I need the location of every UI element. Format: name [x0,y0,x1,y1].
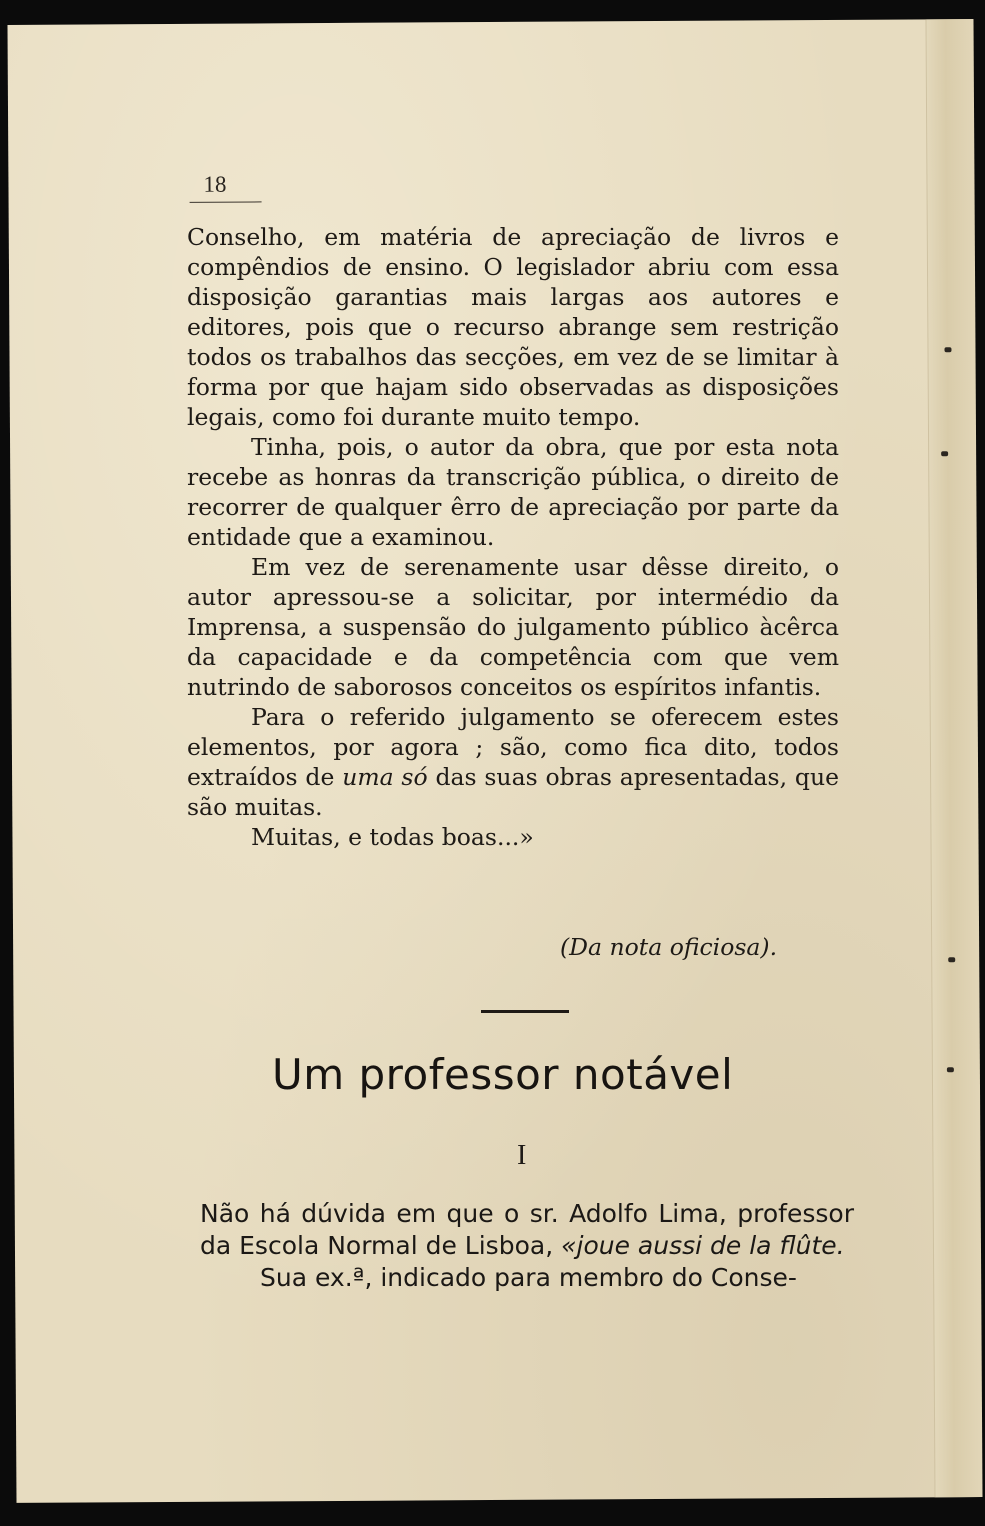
section-title: Um professor notável [272,1050,734,1099]
page-number: 18 [203,171,227,197]
gutter-mark [944,347,951,352]
italic-text: «joue aussi de la flûte. [561,1231,845,1260]
paragraph [187,822,839,852]
gutter-mark [947,1067,954,1072]
text-run: Em vez de serenamente usar dêsse direito, o autor apressou-se a solicitar, por intermédio da Imprensa, a suspensão do julgamento público àcêrca da capacidade e da competência com que vem nutrindo de saborosos conceitos os espíritos infantis. [187,553,839,701]
page-number-rule [190,201,262,202]
paragraph [200,1198,854,1262]
gutter-mark [948,957,955,962]
paragraph [200,1262,854,1294]
text-run: das suas obras apresentadas, que são muitas. [187,763,839,821]
text-run: Para o referido julgamento se oferecem estes elementos, por agora ; são, como fica dito, todos extraídos de [187,703,839,791]
text-run: Sua ex.ª, indicado para membro do Conse- [260,1263,797,1292]
text-run: Tinha, pois, o autor da obra, que por esta nota recebe as honras da transcrição pública, o direito de recorrer de qualquer êrro de apreciação por parte da entidade que a examinou. [187,433,839,551]
section-divider [481,1010,569,1013]
paragraph [187,432,839,552]
body-text [187,222,839,852]
section-body-text [200,1198,854,1294]
text-run: Muitas, e todas boas...» [251,823,534,851]
italic-text: uma só [342,763,428,791]
signature: (Da nota oficiosa). [560,933,778,961]
paragraph [187,222,839,432]
text-run: Conselho, em matéria de apreciação de livros e compêndios de ensino. O legislador abriu com essa disposição garantias mais largas aos autores e editores, pois que o recurso abrange sem restrição todos os trabalhos das secções, em vez de se limitar à forma por que hajam sido observadas as disposições legais, como foi durante muito tempo. [187,223,839,431]
section-numeral: I [517,1140,527,1171]
page-gutter [925,19,982,1497]
paragraph [187,702,839,822]
paragraph [187,552,839,702]
text-run: Não há dúvida em que o sr. Adolfo Lima, professor da Escola Normal de Lisboa, [200,1199,854,1260]
gutter-mark [941,451,948,456]
